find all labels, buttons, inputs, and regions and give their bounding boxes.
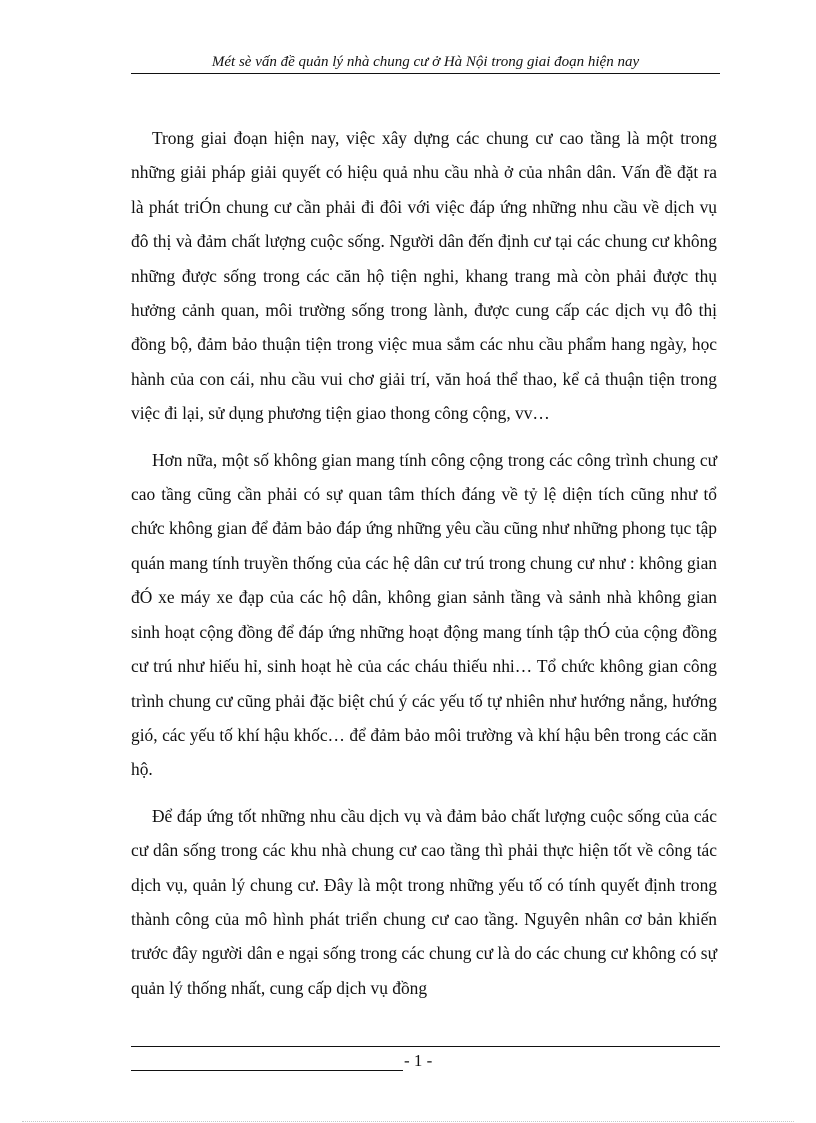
page-edge-divider [22,1121,794,1122]
footer-underline [131,1070,403,1071]
paragraph-1: Trong giai đoạn hiện nay, việc xây dựng các chung cư cao tầng là một trong những giải pháp giải quyết có hiệu quả nhu cầu nhà ở của nhân dân. Vấn đề đặt ra là phát triÓn chung cư cần phải đi đôi với việc đáp ứng những nhu cầu về dịch vụ đô thị và đảm chất lượng cuộc sống. Người dân đến định cư tại các chung cư không những được sống trong các căn hộ tiện nghi, khang trang mà còn phải được thụ hưởng cảnh quan, môi trường sống trong lành, được cung cấp các dịch vụ đô thị đồng bộ, đảm bảo thuận tiện trong việc mua sắm các nhu cầu phẩm hang ngày, học hành của con cái, nhu cầu vui chơ giải trí, văn hoá thể thao, kể cả thuận tiện trong việc đi lại, sử dụng phương tiện giao thong công cộng, vv… [131,128,717,424]
footer-rule [131,1046,720,1047]
paragraph-3: Để đáp ứng tốt những nhu cầu dịch vụ và đảm bảo chất lượng cuộc sống của các cư dân sống trong các khu nhà chung cư cao tầng thì phải thực hiện tốt về công tác dịch vụ, quản lý chung cư. Đây là một trong những yếu tố có tính quyết định trong thành công của mô hình phát triển chung cư cao tầng. Nguyên nhân cơ bản khiến trước đây người dân e ngại sống trong các chung cư là do các chung cư không có sự quản lý thống nhất, cung cấp dịch vụ đồng [131,805,717,998]
paragraph-2: Hơn nữa, một số không gian mang tính công cộng trong các công trình chung cư cao tầng cũng cần phải có sự quan tâm thích đáng về tỷ lệ diện tích cũng như tổ chức không gian để đảm bảo đáp ứng những yêu cầu cũng như những phong tục tập quán mang tính truyền thống của các hệ dân cư trú trong chung cư như : không gian đÓ xe máy xe đạp của các hộ dân, không gian sảnh tầng và sảnh nhà không gian sinh hoạt cộng đồng để đáp ứng những hoạt động mang tính tập thÓ của cộng đồng cư trú như hiếu hỉ, sinh hoạt hè của các cháu thiếu nhi… Tổ chức không gian công trình chung cư cũng phải đặc biệt chú ý các yếu tố tự nhiên như hướng nắng, hướng gió, các yếu tố khí hậu khốc… để đảm bảo môi trường và khí hậu bên trong các căn hộ. [131,449,717,780]
header-rule [131,73,720,74]
body-text [131,121,717,1017]
page-number: - 1 - [404,1051,433,1070]
running-header: Mét sè vấn đề quản lý nhà chung cư ở Hà Nội trong giai đoạn hiện nay [211,54,640,70]
